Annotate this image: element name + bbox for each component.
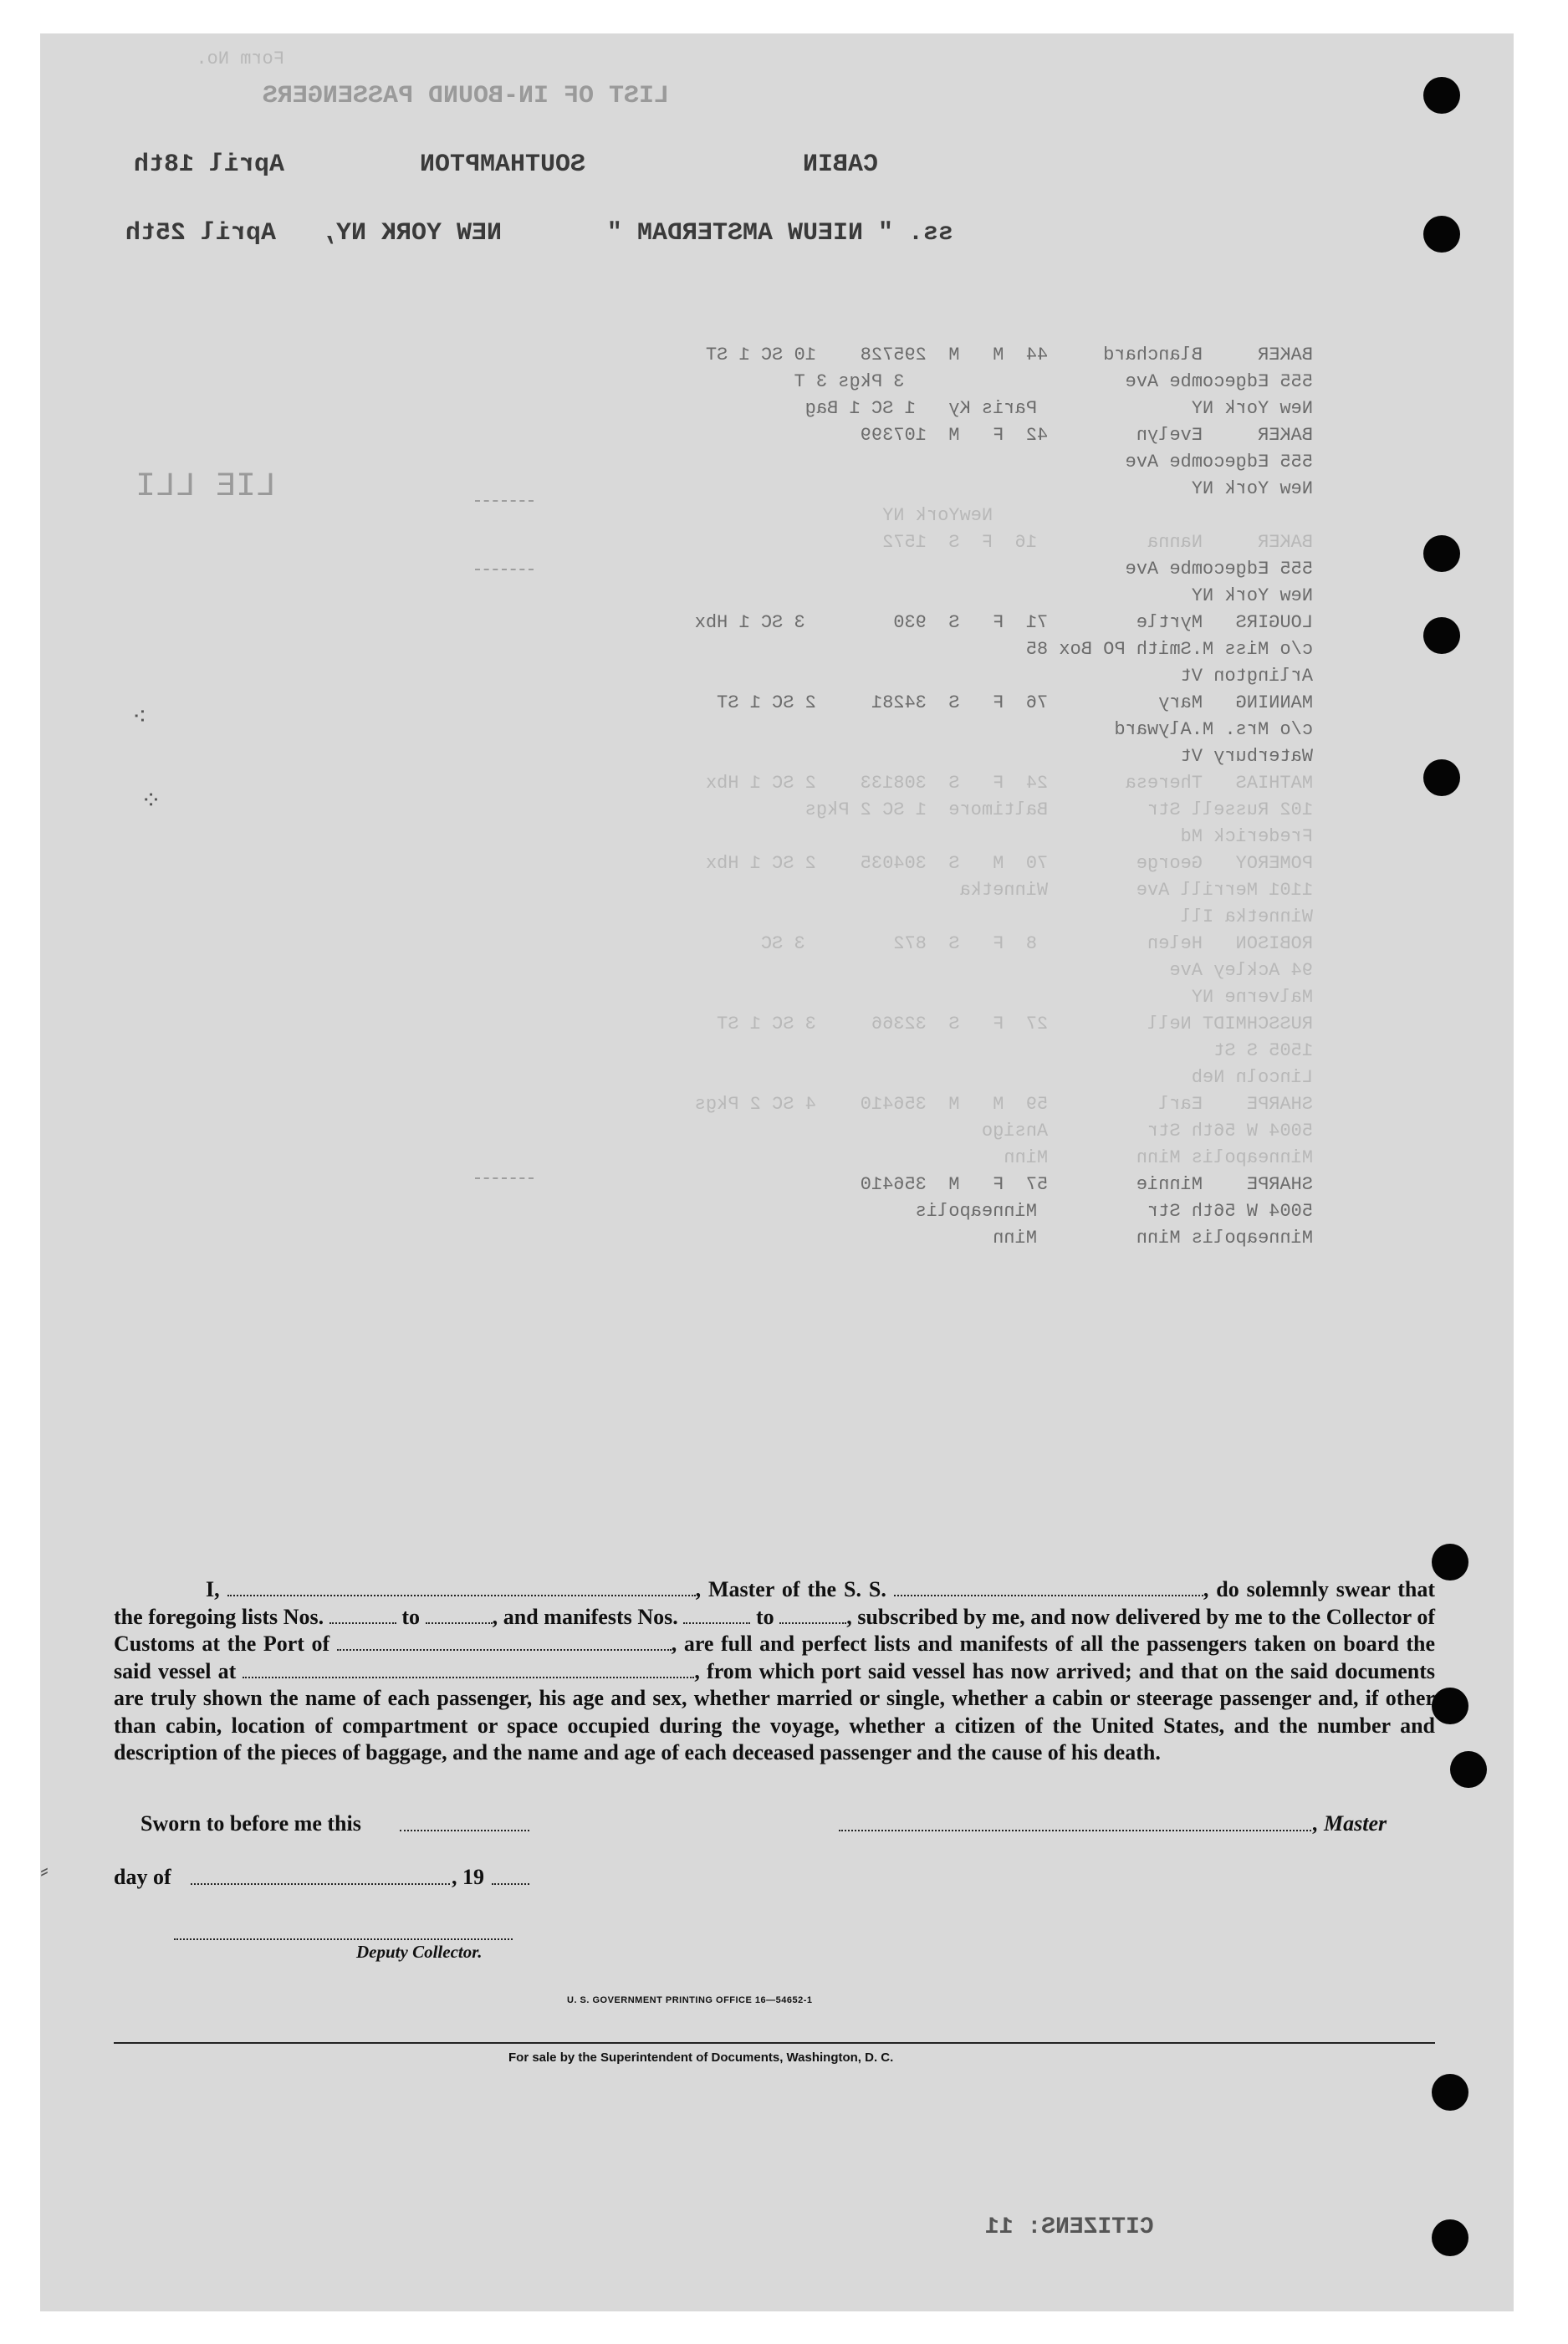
manifest-no-to-field[interactable] <box>779 1604 846 1624</box>
passenger-line: New York NY <box>1191 585 1313 606</box>
passenger-line: BAKER Evelyn 42 F M 107399 <box>860 425 1313 446</box>
declaration-text <box>114 1576 1435 1767</box>
decl-part: , Master of the S. S. <box>695 1577 886 1601</box>
passenger-line: New York NY Paris Ky 1 SC 1 Bag <box>804 398 1313 419</box>
decl-part: , are full and perfect lists and manifests of all the passengers taken on board the said vessel at <box>114 1632 1435 1683</box>
stray-mark: ⁖ <box>132 703 147 731</box>
passenger-line: SHARPE Minnie 57 F M 356410 <box>860 1174 1313 1195</box>
decl-part: , from which port said vessel has now arrived; and that on the said documents are truly shown the name of each passenger, his age and sex, whether married or single, whether a cabin or steerage passenger and, if other than cabin, location of compartment or space occupied during the voyage, whether a citizen of the United States, and the number and description of the pieces of baggage, and the name and age of each deceased passenger and the cause of his death. <box>114 1658 1435 1764</box>
passenger-line: 555 Edgecombe Ave <box>1125 559 1313 580</box>
for-sale-notice: For sale by the Superintendent of Documents, Washington, D. C. <box>508 2050 894 2065</box>
header-port-to: NEW YORK NY, <box>320 219 502 248</box>
deputy-label: Deputy Collector. <box>356 1942 483 1962</box>
manifest-page <box>40 33 1514 2311</box>
passenger-line: MANNING Mary 76 F S 34281 2 SC 1 ST <box>717 692 1313 713</box>
passenger-line: 1101 Merrill Ave Winnetka <box>959 880 1313 901</box>
passenger-line: 94 Ackley Ave <box>1169 960 1313 981</box>
margin-mark: LIE LLI <box>135 468 276 506</box>
master-name-field[interactable] <box>227 1576 696 1596</box>
passenger-line: Waterbury Vt <box>1180 746 1313 767</box>
passenger-line: BAKER Nanna 16 F S 1572 <box>882 532 1313 553</box>
day-of-field[interactable] <box>191 1883 450 1885</box>
bottom-rule <box>114 2042 1435 2044</box>
passenger-line: Frederick Md <box>1180 826 1313 847</box>
header-date-from: April 18th <box>133 151 284 179</box>
passenger-line: NewYork NY <box>882 505 1313 526</box>
passenger-line: 5004 W 56th Str Minneapolis <box>915 1201 1313 1222</box>
stray-mark: ⸗ <box>40 1856 49 1884</box>
passenger-line: New York NY <box>1191 478 1313 499</box>
citizens-stamp: CITIZENS: 11 <box>985 2214 1154 2240</box>
passenger-line: c/o Mrs. M.Alyward <box>1114 719 1313 740</box>
year-field[interactable] <box>492 1883 529 1885</box>
vessel-name-field[interactable] <box>894 1576 1203 1596</box>
passenger-line: Lincoln Neb <box>1191 1067 1313 1088</box>
header-port-from: SOUTHAMPTON <box>419 151 585 179</box>
ditto-mark <box>475 569 534 570</box>
master-signature-field[interactable] <box>839 1830 1311 1831</box>
passenger-line: Winnetka Ill <box>1180 906 1313 927</box>
sworn-label: Sworn to before me this <box>140 1811 361 1836</box>
decl-part: to <box>755 1604 774 1629</box>
passenger-line: 555 Edgecombe Ave 3 Pkgs 3 T <box>794 371 1313 392</box>
passenger-line: Minneapolis Minn Minn <box>1004 1147 1313 1168</box>
printer-imprint: U. S. GOVERNMENT PRINTING OFFICE 16—54652-1 <box>567 1995 813 2005</box>
decl-part: , subscribed by me, and now delivered by me to the Collector of Customs at the Port of <box>114 1604 1435 1656</box>
decl-part: , and manifests Nos. <box>492 1604 678 1629</box>
day-of-label: day of <box>114 1865 171 1889</box>
deputy-signature-field[interactable] <box>174 1938 513 1940</box>
header-date-to: April 25th <box>125 219 276 248</box>
stray-mark: ⁘ <box>140 787 162 815</box>
passenger-line: MATHIAS Theresa 24 F S 308133 2 SC 1 Hbx <box>705 773 1313 794</box>
decl-part: to <box>401 1604 421 1629</box>
passenger-line: BAKER Blanchard 44 M M 295728 10 SC 1 ST <box>705 345 1313 365</box>
passenger-line: 555 Edgecombe Ave <box>1125 452 1313 472</box>
passenger-line: 102 Russell Str Baltimore 1 SC 2 Pkgs <box>804 799 1313 820</box>
passenger-line: SHARPE Earl 59 M M 356410 4 SC 2 Pkgs <box>694 1094 1313 1115</box>
bleed-through-layer <box>40 33 1514 2311</box>
decl-part: I, <box>206 1577 220 1601</box>
list-no-from-field[interactable] <box>329 1604 396 1624</box>
passenger-line: 5004 W 56th Str Ansigo <box>981 1121 1313 1141</box>
ditto-mark <box>475 1177 534 1179</box>
master-label: , Master <box>1313 1811 1387 1836</box>
port-field[interactable] <box>337 1631 672 1651</box>
passenger-line: Minneapolis Minn Minn <box>993 1228 1313 1249</box>
list-no-to-field[interactable] <box>426 1604 493 1624</box>
form-no: Form No. <box>196 49 284 69</box>
list-title: LIST OF IN-BOUND PASSENGERS <box>262 82 669 110</box>
passenger-line: 1505 S St <box>1213 1040 1313 1061</box>
ditto-mark <box>475 500 534 502</box>
manifest-no-from-field[interactable] <box>683 1604 750 1624</box>
passenger-line: c/o Miss M.Smith PO Box 85 <box>1025 639 1313 660</box>
sworn-date-field[interactable] <box>400 1830 529 1831</box>
passenger-line: LOUGIRS Myrtle 71 F S 930 3 SC 1 Hbx <box>694 612 1313 633</box>
header-class: CABIN <box>802 151 878 179</box>
passenger-line: Arlington Vt <box>1180 666 1313 687</box>
passenger-line: POMEROY George 70 M S 304035 2 SC 1 Hbx <box>705 853 1313 874</box>
year-label: , 19 <box>452 1865 484 1889</box>
departure-port-field[interactable] <box>243 1658 694 1678</box>
passenger-line: Malverne NY <box>1191 987 1313 1008</box>
passenger-line: ROBISON Helen 8 F S 872 3 SC <box>760 933 1313 954</box>
header-vessel: ss. " NIEUW AMSTERDAM " <box>606 219 953 248</box>
passenger-line: RUSSCHMIDT Nell 27 F S 32366 3 SC 1 ST <box>717 1014 1313 1034</box>
decl-part: , do solemnly swear that the foregoing lists Nos. <box>114 1577 1436 1629</box>
